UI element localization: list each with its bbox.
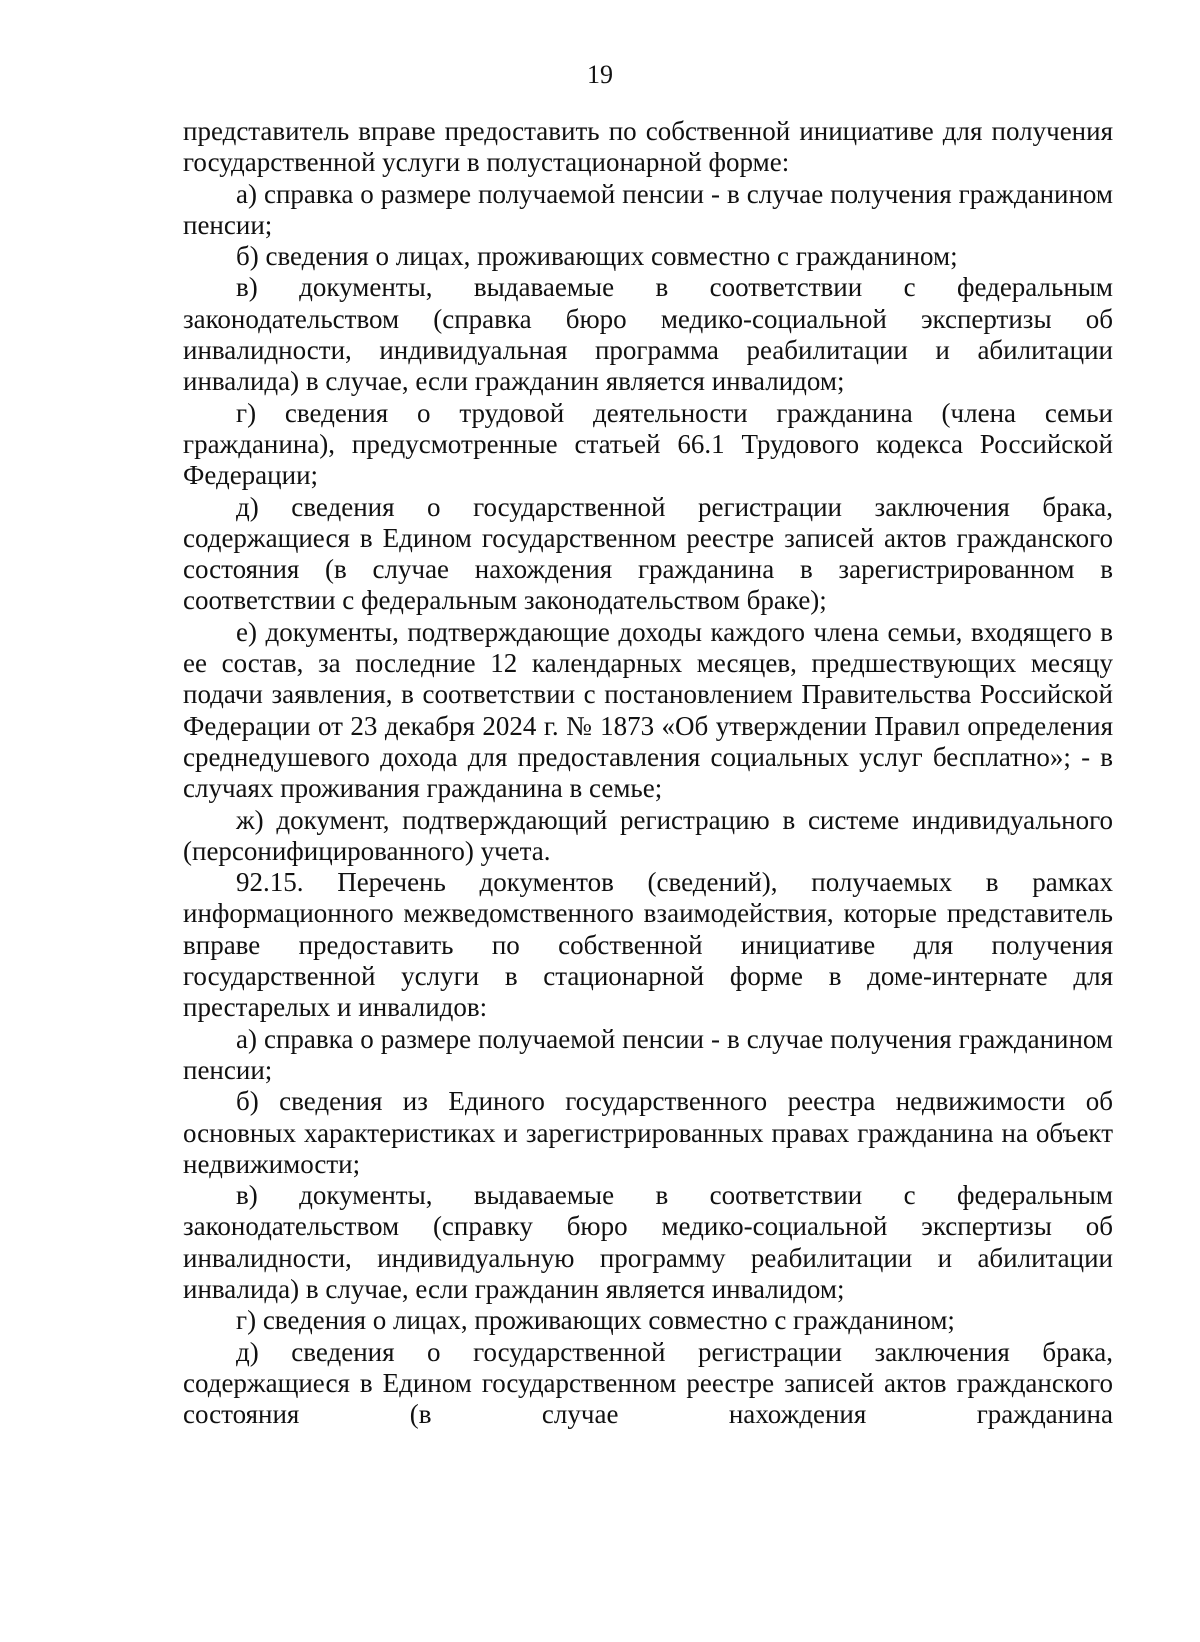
paragraph-item-g-cohabitants-2: г) сведения о лицах, проживающих совместно с гражданином; [236, 1305, 955, 1336]
paragraph-item-v-disability-docs-2: в) документы, выдаваемые в соответствии с федеральным законодательством (справку бюро медико-социальной экспертизы об инвалидности, индивидуальную программу реабилитации и абилитации инвалида) в случае, если гражданин является инвалидом; [183, 1180, 1113, 1304]
paragraph-item-e-income: е) документы, подтверждающие доходы каждого члена семьи, входящего в ее состав, за последние 12 календарных месяцев, предшествующих месяцу подачи заявления, в соответствии с постановлением Правительства Российской Федерации от 23 декабря 2024 г. № 1873 «Об утверждении Правил определения среднедушевого дохода для предоставления социальных услуг бесплатно»; - в случаях проживания гражданина в семье; [183, 616, 1113, 804]
page-number: 19 [587, 60, 613, 89]
paragraph-section-92-15: 92.15. Перечень документов (сведений), получаемых в рамках информационного межведомственного взаимодействия, которые представитель вправе предоставить по собственной инициативе для получения государственной услуги в стационарной форме в доме-интернате для престарелых и инвалидов: [183, 867, 1113, 1023]
paragraph-item-b-real-estate: б) сведения из Единого государственного реестра недвижимости об основных характеристиках и зарегистрированных правах гражданина на объект недвижимости; [183, 1086, 1113, 1179]
paragraph-item-zh-registration: ж) документ, подтверждающий регистрацию в системе индивидуального (персонифицированного) учета. [183, 804, 1113, 866]
paragraph-item-a-pension-2: а) справка о размере получаемой пенсии - в случае получения гражданином пенсии; [183, 1023, 1113, 1085]
paragraph-item-b-cohabitants: б) сведения о лицах, проживающих совместно с гражданином; [236, 241, 958, 272]
paragraph-item-d-marriage-2: д) сведения о государственной регистрации заключения брака, содержащиеся в Едином государственном реестре записей актов гражданского состояния (в случае нахождения гражданина [183, 1336, 1113, 1430]
paragraph-intro-continuation: представитель вправе предоставить по собственной инициативе для получения государственной услуги в полустационарной форме: [183, 116, 1113, 178]
paragraph-item-v-disability-docs: в) документы, выдаваемые в соответствии с федеральным законодательством (справка бюро медико-социальной экспертизы об инвалидности, индивидуальная программа реабилитации и абилитации инвалида) в случае, если гражданин является инвалидом; [183, 272, 1113, 397]
paragraph-item-d-marriage: д) сведения о государственной регистрации заключения брака, содержащиеся в Едином государственном реестре записей актов гражданского состояния (в случае нахождения гражданина в зарегистрированном в соответствии с федеральным законодательством браке); [183, 491, 1113, 616]
document-body [183, 116, 1113, 1430]
paragraph-item-a-pension: а) справка о размере получаемой пенсии - в случае получения гражданином пенсии; [183, 178, 1113, 240]
paragraph-item-g-employment: г) сведения о трудовой деятельности гражданина (члена семьи гражданина), предусмотренные статьей 66.1 Трудового кодекса Российской Федерации; [183, 397, 1113, 491]
